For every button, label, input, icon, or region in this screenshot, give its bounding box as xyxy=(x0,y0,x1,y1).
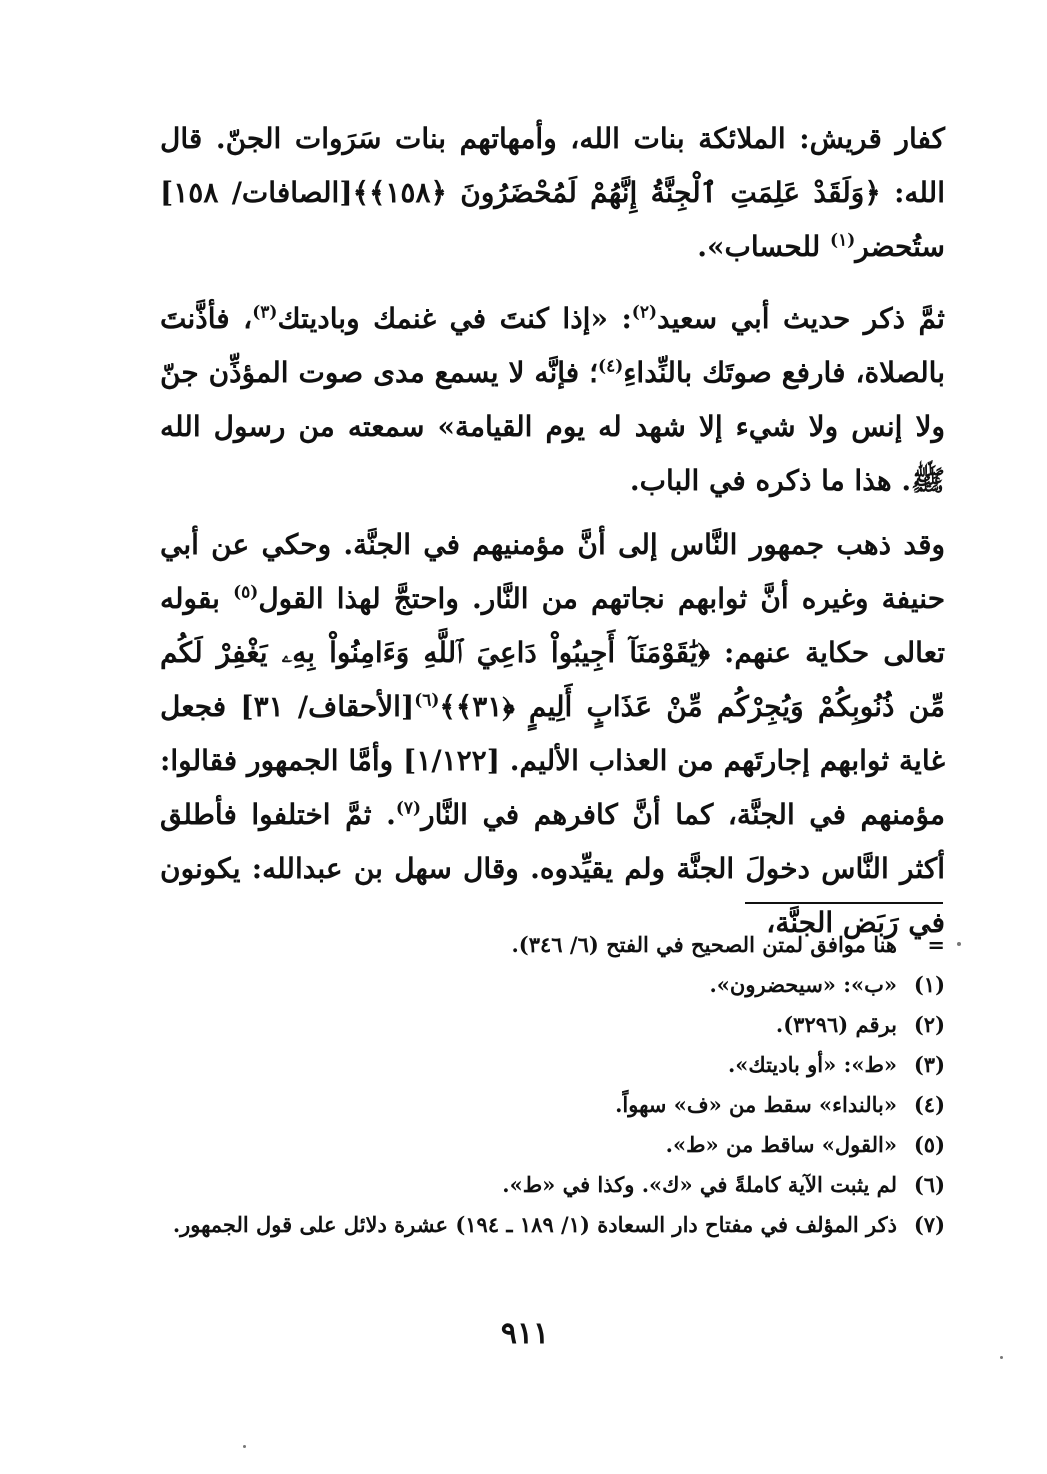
footnote-5 xyxy=(160,1125,945,1165)
footnote-number: (١) xyxy=(913,972,945,997)
footnote-text: برقم (٣٢٩٦). xyxy=(775,1012,897,1037)
text-run: : «إذا كنتَ في غنمك وباديتك xyxy=(277,302,632,335)
paragraph-1 xyxy=(160,112,945,274)
footnote-4 xyxy=(160,1085,945,1125)
footnote-text: لم يثبت الآية كاملةً في «ك». وكذا في «ط». xyxy=(502,1172,897,1197)
footnote-ref: (٢) xyxy=(631,302,658,323)
scan-speck xyxy=(1000,1356,1003,1359)
scan-speck xyxy=(243,1445,246,1448)
text-run: وقد ذهب جمهور النَّاس إلى أنَّ مؤمنيهم في الجنَّة. وحکي عن أبي حنيفة وغيره أنَّ ثوابهم نجاتهم من النَّار. واحتجَّ لهذا القول xyxy=(160,528,946,615)
footnote-text: هنا موافق لمتن الصحيح في الفتح (٦/ ٣٤٦). xyxy=(511,932,897,957)
footnote-ref: (٧) xyxy=(395,798,422,819)
footnotes xyxy=(160,925,945,1245)
footnote-text: ذكر المؤلف في مفتاح دار السعادة (١/ ١٨٩ ـ ١٩٤) عشرة دلائل على قول الجمهور. xyxy=(172,1212,897,1237)
scan-speck xyxy=(957,942,961,946)
footnote-text: «ب»: «سيحضرون». xyxy=(709,972,897,997)
footnote-text: «بالنداء» سقط من «ف» سهواً. xyxy=(615,1092,897,1117)
text-run: بقوله تعالى حكاية عنهم: ﴿يَٰقَوْمَنَآ أَجِيبُواْ دَاعِيَ ٱللَّهِ وَءَامِنُواْ بِهِۦ يَغْفِرْ لَكُم مِّن ذُنُوبِكُمْ وَيُجِرْكُم مِّنْ عَذَابٍ أَلِيمٍ ﴿٣١﴾﴾ xyxy=(160,582,945,723)
footnote-marker: = xyxy=(927,932,945,957)
text-run: [الأحقاف/ ٣١] فجعل غاية ثوابهم إجارتَهم من العذاب الأليم. [١/١٢٢] وأمَّا الجمهور فقالوا: مؤمنهم في الجنَّة، كما أنَّ كافرهم في النَّار xyxy=(160,690,945,831)
paragraph-3 xyxy=(160,518,945,950)
text-run: . ثمَّ اختلفوا فأطلق أكثر النَّاس دخولَ الجنَّة ولم يقيِّدوه. وقال سهل بن عبدالله: يکونون في رَبَض الجنَّة، xyxy=(160,798,945,939)
footnote-separator xyxy=(745,902,943,904)
footnote-number: (٣) xyxy=(913,1052,945,1077)
paragraph-2 xyxy=(160,292,945,508)
text-run: ، فأذَّنتَ بالصلاة، فارفع صوتَك بالنِّداءِ xyxy=(160,302,945,389)
footnote-7 xyxy=(160,1205,945,1245)
footnote-text: «ط»: «أو باديتك». xyxy=(727,1052,897,1077)
footnote-number: (٤) xyxy=(913,1092,945,1117)
footnote-ref: (١) xyxy=(830,230,856,251)
footnote-text: «القول» ساقط من «ط». xyxy=(665,1132,897,1157)
footnote-ref: (٣) xyxy=(252,302,278,323)
footnote-2 xyxy=(160,1005,945,1045)
text-run: ثمَّ ذكر حديث أبي سعيد xyxy=(657,302,945,335)
footnote-number: (٦) xyxy=(913,1172,945,1197)
footnote-number: (٧) xyxy=(913,1212,945,1237)
text-run: ؛ فإنَّه لا يسمع مدى صوت المؤذِّن جنّ ولا إنس ولا شيء إلا شهد له يوم القيامة» سمعته من رسول الله ﷺ. هذا ما ذکره في الباب. xyxy=(160,356,945,497)
footnote-ref: (٥) xyxy=(233,582,259,603)
footnote-continuation xyxy=(160,925,945,965)
text-run: للحساب». xyxy=(697,230,831,263)
page-number: ٩١١ xyxy=(500,1316,550,1351)
footnote-number: (٢) xyxy=(913,1012,945,1037)
footnote-6 xyxy=(160,1165,945,1205)
footnote-1 xyxy=(160,965,945,1005)
footnote-number: (٥) xyxy=(913,1132,945,1157)
footnote-3 xyxy=(160,1045,945,1085)
text-run: کفار قریش: الملائکة بنات الله، وأمهاتهم بنات سَرَوات الجنّ. قال الله: ﴿وَلَقَدْ عَلِمَتِ ٱلْجِنَّةُ إِنَّهُمْ لَمُحْضَرُونَ ﴿١٥٨﴾﴾[الصافات/ ١٥٨] ستُحضر xyxy=(160,122,945,263)
footnote-ref: (٤) xyxy=(598,356,624,377)
footnote-ref: (٦) xyxy=(414,690,440,711)
